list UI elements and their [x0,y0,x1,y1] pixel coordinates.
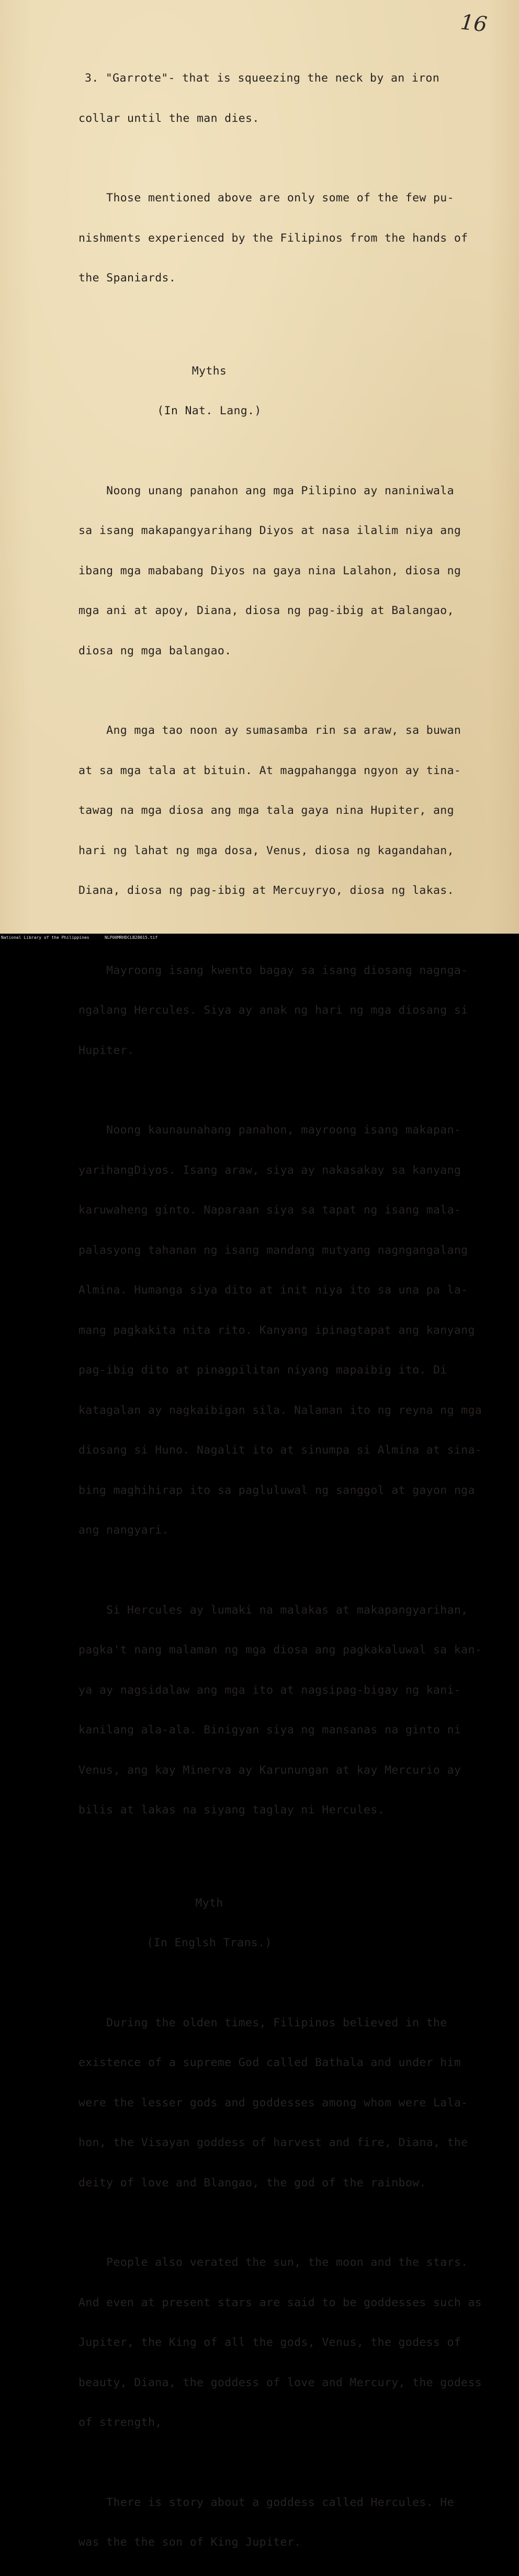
text-line: nishments experienced by the Filipinos from the hands of [78,231,468,245]
text-line: bing maghihirap ito sa pagluluwal ng sanggol at gayon nga [78,1483,475,1497]
text-line: Noong unang panahon ang mga Pilipino ay naniniwala [78,484,454,497]
text-line: There is story about a goddess called Hercules. He [78,2495,454,2509]
text-line: During the olden times, Filipinos believed in the [78,2016,447,2029]
paragraph-ang-mga-tao [78,697,497,924]
text-line: bilis at lakas na siyang taglay ni Hercules. [78,1803,385,1817]
paragraph-garrote [78,45,497,152]
text-line: Those mentioned above are only some of the few pu- [78,191,454,205]
text-line: katagalan ay nagkaibigan sila. Nalaman ito ng reyna ng mga [78,1403,482,1417]
text-line: deity of love and Blangao, the god of the rainbow. [78,2176,426,2189]
heading-title: Myth [195,1896,223,1910]
text-line: People also verated the sun, the moon and the stars. [78,2256,468,2269]
scan-footer [0,934,519,941]
text-line: ngalang Hercules. Siya ay anak ng hari ng mga diosang si [78,1004,468,1017]
text-line: Venus, ang kay Minerva ay Karunungan at kay Mercurio ay [78,1763,461,1777]
text-line: Ang mga tao noon ay sumasamba rin sa araw, sa buwan [78,724,461,737]
text-line: the Spaniards. [78,271,176,285]
text-line: Si Hercules ay lumaki na malakas at makapangyarihan, [78,1603,468,1617]
text-line: Almina. Humanga siya dito at init niya ito sa una pa la- [78,1284,468,1297]
text-line: kanilang ala-ala. Binigyan siya ng mansanas na ginto ni [78,1723,461,1737]
text-line: karuwaheng ginto. Naparaan siya sa tapat ng isang mala- [78,1204,461,1217]
text-line: diosang si Huno. Nagalit ito at sinumpa si Almina at sina- [78,1444,482,1457]
heading-myth-english [78,1870,340,1977]
text-line: sa isang makapangyarihang Diyos at nasa ilalim niya ang [78,524,461,537]
text-line: of strength, [78,2416,162,2429]
text-line: ya ay nagsidalaw ang mga ito at nagsipag-bigay ng kani- [78,1683,461,1697]
text-line: existence of a supreme God called Bathala and under him [78,2056,461,2069]
page-number: 16 [459,10,489,37]
text-line: And even at present stars are said to be goddesses such as [78,2296,482,2309]
text-line: diosa ng mga balangao. [78,644,232,657]
text-line: Mayroong isang kwento bagay sa isang diosang nagnga- [78,963,468,977]
paragraph-noong-kaunaunahang [78,1097,497,1564]
text-line: collar until the man dies. [78,111,260,125]
text-line: were the lesser gods and goddesses among whom were Lala- [78,2096,468,2109]
text-line: tawag na mga diosa ang mga tala gaya nina Hupiter, ang [78,804,454,817]
text-line: hari ng lahat ng mga dosa, Venus, diosa ng kagandahan, [78,844,454,857]
text-line: Hupiter. [78,1043,134,1057]
paragraph-si-hercules [78,1577,497,1844]
paragraph-olden-times [78,1990,497,2217]
heading-myths [78,338,340,445]
text-line: 3. "Garrote"- that is squeezing the neck by an iron [85,72,439,85]
paragraph-mayroong-isang [78,937,497,1084]
text-line: Diana, diosa ng pag-ibig at Mercuyryo, diosa ng lakas. [78,884,454,897]
text-line: mga ani at apoy, Diana, diosa ng pag-ibig at Balangao, [78,604,454,617]
text-line: was the the son of King Jupiter. [78,2536,301,2549]
text-line: mang pagkakita nita rito. Kanyang ipinagtapat ang kanyang [78,1323,475,1337]
text-line: Noong kaunaunahang panahon, mayroong isang makapan- [78,1124,461,1137]
paragraph-people-also [78,2229,497,2456]
heading-subtitle: (In Nat. Lang.) [157,404,262,417]
text-line: at sa mga tala at bituin. At magpahangga ngyon ay tina- [78,764,461,777]
text-line: hon, the Visayan goddess of harvest and fire, Diana, the [78,2136,468,2149]
typewritten-content [78,45,497,2576]
text-line: Jupiter, the King of all the gods, Venus, the godess of [78,2336,461,2349]
text-line: yarihangDiyos. Isang araw, siya ay nakasakay sa kanyang [78,1163,461,1177]
paragraph-noong-unang [78,458,497,685]
text-line: ibang mga mababang Diyos na gaya nina Lalahon, diosa ng [78,564,461,577]
footer-library-name: National Library of the Philippines [1,935,89,940]
text-line: palasyong tahanan ng isang mandang mutyang nagngangalang [78,1243,468,1257]
paragraph-punishments [78,165,497,312]
paragraph-there-is-story [78,2469,497,2576]
heading-title: Myths [191,364,227,378]
text-line: pagka't nang malaman ng mga diosa ang pagkakaluwal sa kan- [78,1643,482,1656]
heading-subtitle: (In Englsh Trans.) [146,1936,272,1949]
text-line: pag-ibig dito at pinagpilitan niyang mapaibig ito. Di [78,1364,447,1377]
text-line: ang nangyari. [78,1524,169,1537]
text-line: beauty, Diana, the goddess of love and Mercury, the godess [78,2376,482,2389]
footer-file-name: NLP00MRHDCLB28015.tif [105,935,158,940]
